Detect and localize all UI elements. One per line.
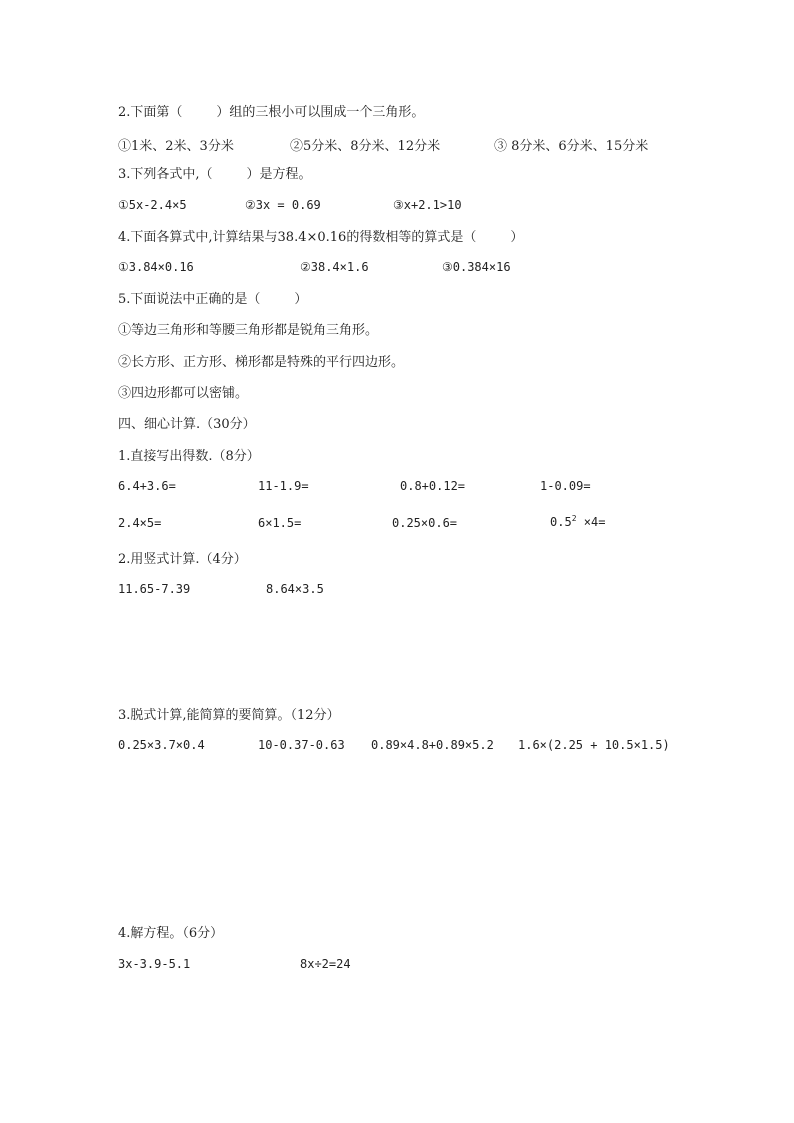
calc-item: 6×1.5= xyxy=(258,516,302,530)
part2-title: 2.用竖式计算.（4分） xyxy=(118,552,247,567)
q3-option-3: ③x+2.1>10 xyxy=(393,198,462,212)
part4-title: 4.解方程。（6分） xyxy=(118,926,224,941)
calc-item: 6.4+3.6= xyxy=(118,479,176,493)
stepwise-calc-item: 1.6×(2.25 + 10.5×1.5) xyxy=(518,738,670,752)
equation-item: 3x-3.9-5.1 xyxy=(118,957,191,971)
q4-option-1: ①3.84×0.16 xyxy=(118,260,194,274)
q4-option-3: ③0.384×16 xyxy=(442,260,511,274)
q2-option-1: ①1米、2米、3分米 xyxy=(118,139,234,154)
stepwise-calc-item: 0.89×4.8+0.89×5.2 xyxy=(371,738,494,752)
part1-title: 1.直接写出得数.（8分） xyxy=(118,449,260,464)
q2-option-2: ②5分米、8分米、12分米 xyxy=(290,139,441,154)
q3-option-2: ②3x = 0.69 xyxy=(245,198,321,212)
q3-option-1: ①5x-2.4×5 xyxy=(118,198,187,212)
stepwise-calc-item: 0.25×3.7×0.4 xyxy=(118,738,205,752)
q5-statement-1: ①等边三角形和等腰三角形都是锐角三角形。 xyxy=(118,323,379,338)
equation-item: 8x÷2=24 xyxy=(300,957,351,971)
vertical-calc-item: 8.64×3.5 xyxy=(266,582,324,596)
calc-item: 11-1.9= xyxy=(258,479,309,493)
calc-item-power: $0.5^2 \times 4=$ xyxy=(550,514,606,529)
calc-item: 0.8+0.12= xyxy=(400,479,466,493)
q5-statement-2: ②长方形、正方形、梯形都是特殊的平行四边形。 xyxy=(118,355,405,370)
q4-stem: 4.下面各算式中,计算结果与38.4×0.16的得数相等的算式是（ ） xyxy=(118,230,524,245)
q4-option-2: ②38.4×1.6 xyxy=(300,260,369,274)
stepwise-calc-item: 10-0.37-0.63 xyxy=(258,738,345,752)
q2-option-3: ③ 8分米、6分米、15分米 xyxy=(494,139,649,154)
calc-item: 2.4×5= xyxy=(118,516,162,530)
vertical-calc-item: 11.65-7.39 xyxy=(118,582,191,596)
q5-stem: 5.下面说法中正确的是（ ） xyxy=(118,292,308,307)
q3-stem: 3.下列各式中,（ ）是方程。 xyxy=(118,167,312,182)
section4-title: 四、细心计算.（30分） xyxy=(118,417,256,432)
calc-item: 1-0.09= xyxy=(540,479,591,493)
part3-title: 3.脱式计算,能简算的要简算。（12分） xyxy=(118,708,340,723)
q2-stem: 2.下面第（ ）组的三根小可以围成一个三角形。 xyxy=(118,105,425,120)
calc-item: 0.25×0.6= xyxy=(392,516,458,530)
q5-statement-3: ③四边形都可以密铺。 xyxy=(118,386,249,401)
